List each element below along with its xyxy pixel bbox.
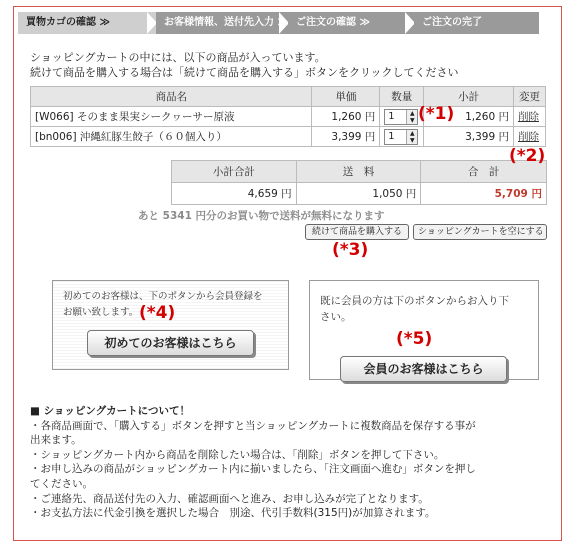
empty-cart-button[interactable]: ショッピングカートを空にする xyxy=(413,224,547,240)
free-shipping-note: あと 5341 円分のお買い物で送料が無料になります xyxy=(138,210,385,222)
cart-intro xyxy=(30,50,459,80)
spinner-arrows-icon: ▲ ▼ xyxy=(406,130,417,144)
cart-header-row xyxy=(31,87,546,107)
header-product-name: 商品名 xyxy=(31,87,312,107)
quantity-cell xyxy=(380,127,424,147)
member-panel xyxy=(309,280,539,380)
annotation-2: (*2) xyxy=(509,146,546,166)
new-customer-text: 初めてのお客様は、下のボタンから会員登録を お願い致します。 xyxy=(63,291,263,318)
change-cell xyxy=(513,107,545,127)
notes-line: 出来ます。 xyxy=(30,434,82,447)
header-subtotal-sum: 小計合計 xyxy=(172,161,297,183)
step-order-confirm: ご注文の確認 ≫ xyxy=(288,12,414,34)
continue-shopping-button[interactable]: 続けて商品を購入する xyxy=(305,224,409,240)
cart-notes xyxy=(30,404,476,521)
delete-link[interactable]: 削除 xyxy=(517,131,539,143)
totals-header-row xyxy=(172,161,547,183)
notes-line: ・お申し込みの商品がショッピングカート内に揃いましたら、「注文画面へ進む」ボタンを押し xyxy=(30,463,476,476)
unit-price: 3,399 円 xyxy=(312,127,380,147)
header-unit-price: 単価 xyxy=(312,87,380,107)
header-shipping: 送 料 xyxy=(296,161,421,183)
member-login-button[interactable]: 会員のお客様はこちら xyxy=(340,356,507,382)
new-customer-button[interactable]: 初めてのお客様はこちら xyxy=(87,330,254,356)
notes-line: てください。 xyxy=(30,477,93,490)
product-name: [bn006] 沖縄紅豚生餃子（６０個入り） xyxy=(31,127,312,147)
annotation-5: (*5) xyxy=(396,329,433,349)
quantity-select[interactable]: 1 ▲ ▼ xyxy=(384,129,418,145)
subtotal: 1,260 円 xyxy=(424,107,514,127)
new-customer-panel xyxy=(52,280,289,370)
subtotal: 3,399 円 xyxy=(424,127,514,147)
notes-line: ・各商品画面で、「購入する」ボタンを押すと当ショッピングカートに複数商品を保存する事が xyxy=(30,419,476,432)
totals-value-row xyxy=(172,183,547,205)
intro-line-1: ショッピングカートの中には、以下の商品が入っています。 xyxy=(30,51,326,64)
intro-line-2: 続けて商品を購入する場合は「続けて商品を購入する」ボタンをクリックしてください xyxy=(30,66,459,79)
grand-total: 5,709 円 xyxy=(421,183,547,205)
totals-table xyxy=(171,160,547,205)
shipping-fee: 1,050 円 xyxy=(296,183,421,205)
step-customer-info: お客様情報、送付先入力 ≫ xyxy=(156,12,288,34)
annotation-4: (*4) xyxy=(139,303,176,323)
change-cell xyxy=(513,127,545,147)
delete-link[interactable]: 削除 xyxy=(517,111,539,123)
product-name: [W066] そのまま果実シークヮーサー原液 xyxy=(31,107,312,127)
unit-price: 1,260 円 xyxy=(312,107,380,127)
notes-line: ・ご連絡先、商品送付先の入力、確認画面へと進み、お申し込みが完了となります。 xyxy=(30,492,429,505)
header-grand-total: 合 計 xyxy=(421,161,547,183)
step-cart-confirm: 買物カゴの確認 ≫ xyxy=(18,12,156,34)
table-row xyxy=(31,127,546,147)
quantity-select[interactable]: 1 ▲ ▼ xyxy=(384,109,418,125)
header-subtotal: 小計 xyxy=(424,87,514,107)
subtotal-sum: 4,659 円 xyxy=(172,183,297,205)
notes-line: ・お支払方法に代金引換を選択した場合 別途、代引手数料(315円)が加算されます。 xyxy=(30,507,436,520)
notes-line: ・ショッピングカート内から商品を削除したい場合は、「削除」ボタンを押して下さい。 xyxy=(30,448,445,461)
header-quantity: 数量 xyxy=(380,87,424,107)
member-text: 既に会員の方は下のボタンからお入り下 さい。 xyxy=(320,295,509,323)
cart-table xyxy=(30,86,546,147)
annotation-3: (*3) xyxy=(332,240,369,260)
spinner-arrows-icon: ▲ ▼ xyxy=(406,110,417,124)
notes-title: ■ ショッピングカートについて！ xyxy=(30,405,190,417)
table-row xyxy=(31,107,546,127)
header-change: 変更 xyxy=(513,87,545,107)
annotation-1: (*1) xyxy=(418,104,455,124)
checkout-steps xyxy=(18,12,539,34)
step-order-complete: ご注文の完了 xyxy=(414,12,539,34)
